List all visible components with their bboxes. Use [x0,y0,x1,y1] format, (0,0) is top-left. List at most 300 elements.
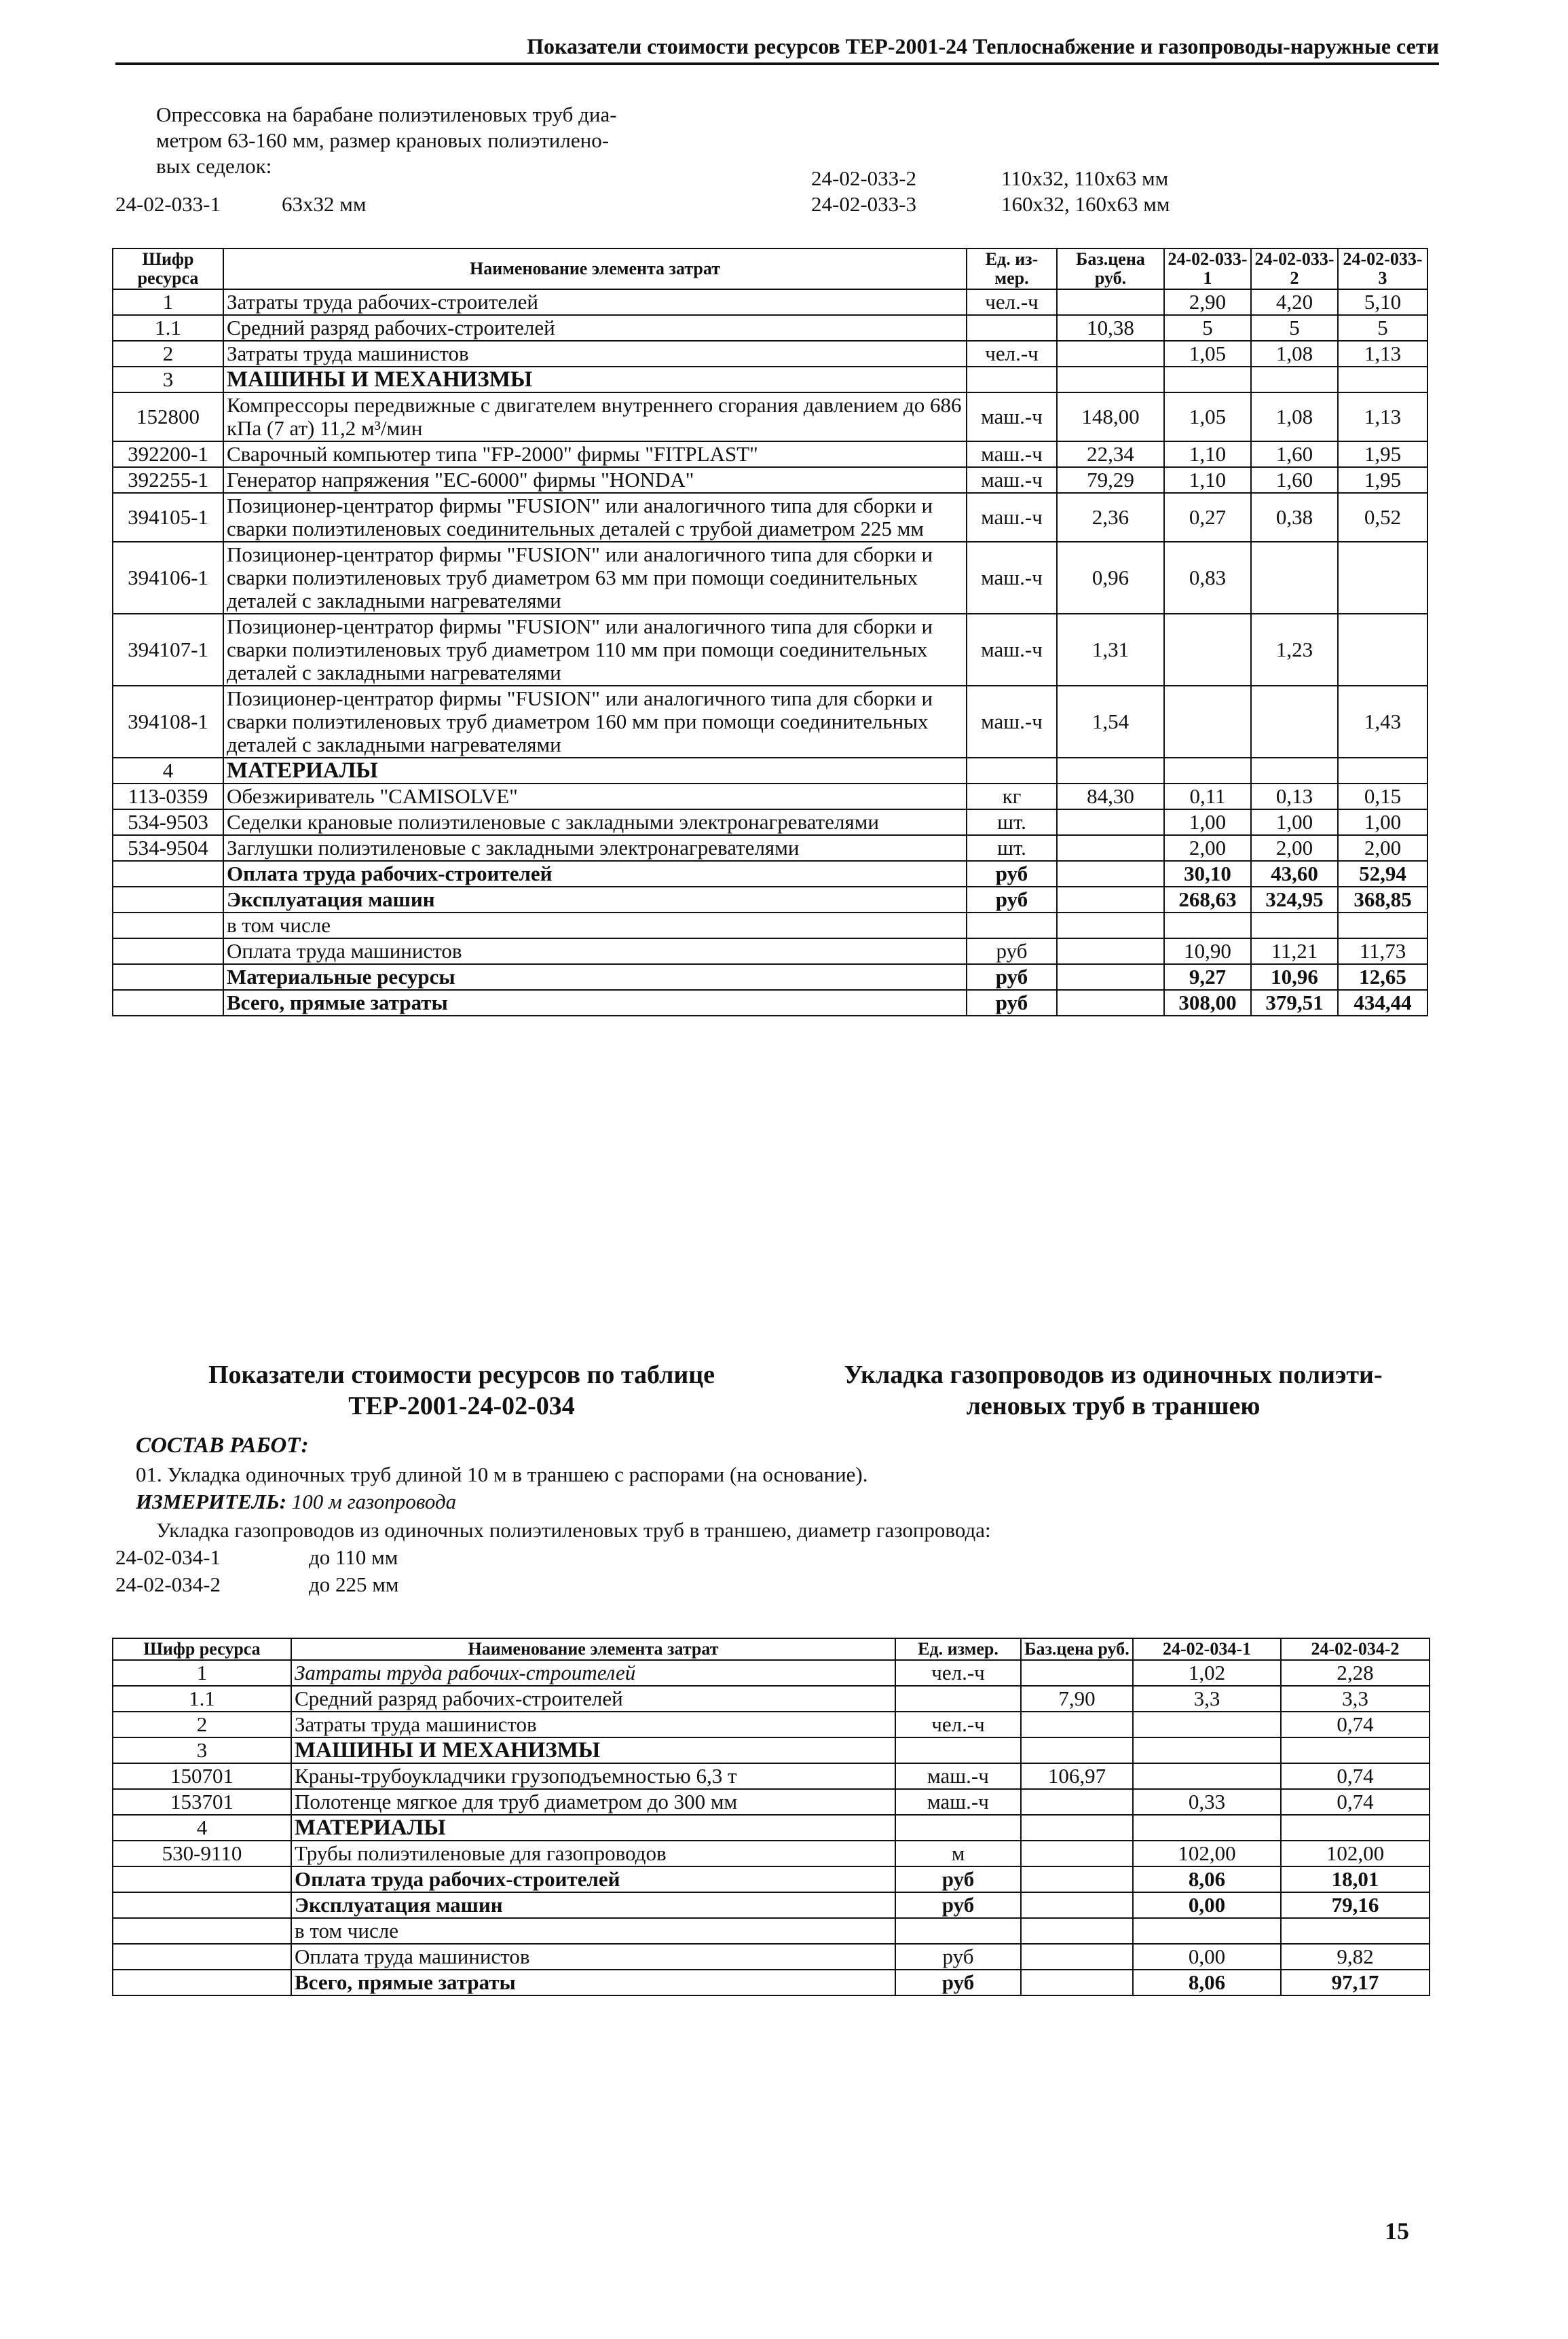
cell-unit: чел.-ч [895,1660,1021,1686]
cell-unit [895,1686,1021,1712]
cell-value-3: 1,00 [1338,809,1427,835]
intro-line: метром 63-160 мм, размер крановых полиэтилено- [156,128,610,152]
cell-code [113,1944,291,1970]
cell-value-3: 52,94 [1338,861,1427,887]
cell-unit: маш.-ч [967,542,1057,614]
cell-value-2: 1,00 [1251,809,1338,835]
cell-value-1 [1133,1737,1281,1763]
cell-unit: м [895,1841,1021,1866]
resource-table-2 [112,1638,1430,1996]
cell-unit: руб [895,1892,1021,1918]
cell-value-1: 0,33 [1133,1789,1281,1815]
cell-name: Материальные ресурсы [223,964,967,990]
intro-line: Опрессовка на барабане полиэтиленовых труб диа- [156,103,617,126]
col-header-v3: 24-02-033-3 [1338,248,1427,289]
cell-code [113,964,223,990]
cell-unit [967,367,1057,392]
cell-price: 79,29 [1057,467,1164,493]
cell-price [1021,1660,1133,1686]
table-header-row [113,1638,1430,1660]
variant-size: 63x32 мм [282,192,367,216]
cell-price [1021,1918,1133,1944]
cell-value-2: 324,95 [1251,887,1338,913]
cell-value-2: 2,28 [1281,1660,1430,1686]
cell-price [1021,1789,1133,1815]
variant-size: 110x32, 110x63 мм [1001,166,1169,190]
col-header-unit: Ед. измер. [895,1638,1021,1660]
col-header-name: Наименование элемента затрат [291,1638,895,1660]
cell-unit: маш.-ч [895,1763,1021,1789]
table-row [113,990,1427,1016]
col-header-code: Шифр ресурса [113,1638,291,1660]
table-row [113,1866,1430,1892]
cell-code: 534-9504 [113,835,223,861]
cell-price [1057,938,1164,964]
cell-unit: руб [895,1944,1021,1970]
cell-price [1021,1841,1133,1866]
cell-name: Затраты труда рабочих-строителей [223,289,967,315]
table-row [113,289,1427,315]
table-row [113,614,1427,686]
cell-value-1 [1133,1918,1281,1944]
cell-name: Затраты труда машинистов [291,1712,895,1737]
table-row [113,1815,1430,1841]
cell-value-2: 97,17 [1281,1970,1430,1995]
cell-name: Позиционер-центратор фирмы "FUSION" или аналогичного типа для сборки и сварки полиэтиленовых труб диаметром 110 мм при помощи соединительных деталей с закладными нагревателями [223,614,967,686]
cell-price [1057,835,1164,861]
section2-title-right [801,1359,1425,1422]
cell-value-2: 18,01 [1281,1866,1430,1892]
variant-code: 24-02-033-3 [811,192,916,216]
col-header-v2: 24-02-033-2 [1251,248,1338,289]
col-header-code: Шифр ресурса [113,248,223,289]
cell-name: в том числе [223,913,967,938]
cell-price: 7,90 [1021,1686,1133,1712]
cell-name: Заглушки полиэтиленовые с закладными электронагревателями [223,835,967,861]
variant-code: 24-02-033-1 [115,192,221,216]
cell-value-3: 2,00 [1338,835,1427,861]
table-row [113,1841,1430,1866]
cell-value-2: 379,51 [1251,990,1338,1016]
variant-code: 24-02-034-1 [115,1545,221,1569]
cell-name: Средний разряд рабочих-строителей [223,315,967,341]
cell-value-2: 0,74 [1281,1763,1430,1789]
cell-code: 392200-1 [113,441,223,467]
cell-price: 106,97 [1021,1763,1133,1789]
cell-value-1 [1164,913,1251,938]
intro-line: вых седелок: [156,154,272,178]
cell-value-1: 9,27 [1164,964,1251,990]
cell-price [1057,809,1164,835]
cell-value-3: 1,13 [1338,392,1427,441]
cell-value-1: 0,27 [1164,493,1251,542]
cell-value-1: 1,10 [1164,441,1251,467]
title-line: Укладка газопроводов из одиночных полиэти- [844,1361,1383,1389]
title-line: Показатели стоимости ресурсов по таблице [208,1361,715,1389]
cell-unit: шт. [967,835,1057,861]
cell-value-3 [1338,367,1427,392]
cell-name: Трубы полиэтиленовые для газопроводов [291,1841,895,1866]
cell-value-1 [1164,614,1251,686]
cell-unit: маш.-ч [967,493,1057,542]
cell-name: МАШИНЫ И МЕХАНИЗМЫ [223,367,967,392]
table-row [113,1686,1430,1712]
cell-value-2: 43,60 [1251,861,1338,887]
cell-value-1: 8,06 [1133,1866,1281,1892]
cell-code: 4 [113,1815,291,1841]
title-line: леновых труб в траншею [966,1392,1261,1420]
cell-price [1057,990,1164,1016]
col-header-unit: Ед. из-мер. [967,248,1057,289]
cell-price: 22,34 [1057,441,1164,467]
cell-price [1057,861,1164,887]
variant-size: до 110 мм [309,1545,398,1569]
cell-name: Эксплуатация машин [291,1892,895,1918]
cell-unit: руб [967,861,1057,887]
cell-value-1: 8,06 [1133,1970,1281,1995]
table-row [113,1892,1430,1918]
table-row [113,758,1427,784]
cell-name: Краны-трубоукладчики грузоподъемностью 6,3 т [291,1763,895,1789]
col-header-v2: 24-02-034-2 [1281,1638,1430,1660]
table-row [113,392,1427,441]
cell-value-3: 11,73 [1338,938,1427,964]
cell-value-1 [1164,367,1251,392]
cell-code [113,990,223,1016]
cell-value-2: 10,96 [1251,964,1338,990]
table-row [113,938,1427,964]
cell-price [1057,758,1164,784]
cell-value-2: 5 [1251,315,1338,341]
cell-name: Средний разряд рабочих-строителей [291,1686,895,1712]
cell-name: Затраты труда рабочих-строителей [291,1660,895,1686]
cell-value-3 [1338,913,1427,938]
cell-value-1: 0,00 [1133,1944,1281,1970]
cell-value-2 [1281,1815,1430,1841]
cell-price [1021,1944,1133,1970]
cell-value-1 [1133,1712,1281,1737]
cell-name: Седелки крановые полиэтиленовые с закладными электронагревателями [223,809,967,835]
cell-name: МАТЕРИАЛЫ [223,758,967,784]
cell-value-1: 5 [1164,315,1251,341]
variant-size: 160x32, 160x63 мм [1001,192,1170,216]
cell-code: 150701 [113,1763,291,1789]
cell-code: 394105-1 [113,493,223,542]
cell-unit: маш.-ч [895,1789,1021,1815]
cell-name: Позиционер-центратор фирмы "FUSION" или аналогичного типа для сборки и сварки полиэтиленовых соединительных деталей с трубой диаметром 225 мм [223,493,967,542]
table-row [113,835,1427,861]
cell-code: 2 [113,1712,291,1737]
cell-unit [967,315,1057,341]
table-row [113,686,1427,758]
cell-name: Полотенце мягкое для труб диаметром до 300 мм [291,1789,895,1815]
cell-unit: кг [967,784,1057,809]
table-row [113,1660,1430,1686]
cell-value-3: 0,52 [1338,493,1427,542]
col-header-price: Баз.цена руб. [1057,248,1164,289]
cell-code [113,1918,291,1944]
cell-price [1057,367,1164,392]
cell-value-3: 12,65 [1338,964,1427,990]
cell-value-2 [1251,758,1338,784]
cell-value-2: 79,16 [1281,1892,1430,1918]
cell-code [113,1866,291,1892]
table-row [113,493,1427,542]
cell-value-1: 1,05 [1164,392,1251,441]
cell-value-1: 1,10 [1164,467,1251,493]
cell-value-3: 368,85 [1338,887,1427,913]
cell-unit: руб [967,964,1057,990]
table-row [113,315,1427,341]
cell-name: Компрессоры передвижные с двигателем внутреннего сгорания давлением до 686 кПа (7 ат) 11,2 м³/мин [223,392,967,441]
cell-value-2: 0,38 [1251,493,1338,542]
cell-unit [967,758,1057,784]
cell-value-1: 2,00 [1164,835,1251,861]
cell-price: 84,30 [1057,784,1164,809]
cell-value-2: 0,74 [1281,1789,1430,1815]
cell-value-1: 1,05 [1164,341,1251,367]
table-row [113,809,1427,835]
cell-price [1057,913,1164,938]
table-header-row [113,248,1427,289]
composition-label: СОСТАВ РАБОТ: [136,1433,309,1458]
cell-value-2: 9,82 [1281,1944,1430,1970]
cell-code: 394106-1 [113,542,223,614]
cell-value-2: 1,08 [1251,392,1338,441]
title-line: ТЕР-2001-24-02-034 [348,1392,575,1420]
cell-value-3: 1,95 [1338,467,1427,493]
cell-unit: чел.-ч [895,1712,1021,1737]
cell-value-3: 5 [1338,315,1427,341]
cell-price [1057,289,1164,315]
cell-unit [895,1737,1021,1763]
cell-price [1021,1866,1133,1892]
cell-name: Всего, прямые затраты [223,990,967,1016]
table-row [113,1970,1430,1995]
cell-value-3: 0,15 [1338,784,1427,809]
cell-unit: руб [967,990,1057,1016]
cell-value-2 [1251,686,1338,758]
cell-code [113,1970,291,1995]
cell-value-3 [1338,758,1427,784]
table-row [113,861,1427,887]
col-header-name: Наименование элемента затрат [223,248,967,289]
table-row [113,913,1427,938]
cell-value-1 [1164,758,1251,784]
variant-code: 24-02-034-2 [115,1572,221,1596]
cell-code: 1 [113,1660,291,1686]
cell-name: Оплата труда рабочих-строителей [291,1866,895,1892]
cell-name: Оплата труда машинистов [223,938,967,964]
cell-unit: руб [895,1970,1021,1995]
cell-name: Эксплуатация машин [223,887,967,913]
cell-value-2: 1,23 [1251,614,1338,686]
variant-code: 24-02-033-2 [811,166,916,190]
cell-price [1021,1712,1133,1737]
cell-code: 4 [113,758,223,784]
cell-value-2 [1251,367,1338,392]
cell-name: Оплата труда рабочих-строителей [223,861,967,887]
cell-name: Всего, прямые затраты [291,1970,895,1995]
cell-name: Позиционер-центратор фирмы "FUSION" или аналогичного типа для сборки и сварки полиэтиленовых труб диаметром 63 мм при помощи соединительных деталей с закладными нагревателями [223,542,967,614]
cell-name: Затраты труда машинистов [223,341,967,367]
cell-unit: маш.-ч [967,614,1057,686]
table-row [113,1737,1430,1763]
cell-name: Обезжириватель "CAMISOLVE" [223,784,967,809]
cell-value-3: 434,44 [1338,990,1427,1016]
table-row [113,1944,1430,1970]
table-row [113,467,1427,493]
cell-code [113,938,223,964]
cell-name: Сварочный компьютер типа "FP-2000" фирмы "FITPLAST" [223,441,967,467]
cell-value-2: 11,21 [1251,938,1338,964]
cell-value-1: 0,11 [1164,784,1251,809]
cell-code: 530-9110 [113,1841,291,1866]
table-row [113,1918,1430,1944]
col-header-v1: 24-02-033-1 [1164,248,1251,289]
cell-value-2: 2,00 [1251,835,1338,861]
cell-price: 10,38 [1057,315,1164,341]
cell-price: 1,54 [1057,686,1164,758]
table-row [113,964,1427,990]
cell-price: 1,31 [1057,614,1164,686]
cell-unit: маш.-ч [967,392,1057,441]
cell-code: 2 [113,341,223,367]
col-header-price: Баз.цена руб. [1021,1638,1133,1660]
table-row [113,341,1427,367]
cell-unit [895,1918,1021,1944]
cell-value-2: 102,00 [1281,1841,1430,1866]
cell-code: 392255-1 [113,467,223,493]
cell-price: 0,96 [1057,542,1164,614]
cell-value-2: 1,60 [1251,467,1338,493]
cell-unit: чел.-ч [967,289,1057,315]
page-number: 15 [1385,2217,1409,2245]
cell-value-2: 1,08 [1251,341,1338,367]
cell-value-2 [1281,1737,1430,1763]
cell-name: в том числе [291,1918,895,1944]
cell-code: 394107-1 [113,614,223,686]
section1-intro [156,102,617,179]
cell-value-2 [1251,913,1338,938]
cell-code: 394108-1 [113,686,223,758]
cell-name: МАШИНЫ И МЕХАНИЗМЫ [291,1737,895,1763]
cell-code: 153701 [113,1789,291,1815]
cell-value-3: 1,13 [1338,341,1427,367]
cell-value-1: 30,10 [1164,861,1251,887]
meter-line [136,1489,456,1515]
cell-name: Позиционер-центратор фирмы "FUSION" или аналогичного типа для сборки и сварки полиэтиленовых труб диаметром 160 мм при помощи соединительных деталей с закладными нагревателями [223,686,967,758]
header-rule [115,62,1439,65]
meter-value: 100 м газопровода [291,1490,457,1513]
table-row [113,367,1427,392]
cell-price [1021,1737,1133,1763]
cell-price: 2,36 [1057,493,1164,542]
cell-value-3 [1338,614,1427,686]
cell-unit: чел.-ч [967,341,1057,367]
cell-value-1 [1133,1815,1281,1841]
cell-code [113,861,223,887]
cell-price [1057,964,1164,990]
cell-unit: маш.-ч [967,441,1057,467]
cell-code [113,913,223,938]
cell-name: Генератор напряжения "EC-6000" фирмы "HONDA" [223,467,967,493]
cell-unit: руб [895,1866,1021,1892]
cell-value-1: 268,63 [1164,887,1251,913]
cell-name: МАТЕРИАЛЫ [291,1815,895,1841]
cell-code: 3 [113,1737,291,1763]
page-header: Показатели стоимости ресурсов ТЕР-2001-24 Теплоснабжение и газопроводы-наружные сети [527,34,1439,58]
table-row [113,1763,1430,1789]
cell-value-3: 1,95 [1338,441,1427,467]
cell-value-2: 0,74 [1281,1712,1430,1737]
cell-unit [967,913,1057,938]
cell-code: 3 [113,367,223,392]
cell-unit: руб [967,938,1057,964]
cell-value-1: 3,3 [1133,1686,1281,1712]
cell-name: Оплата труда машинистов [291,1944,895,1970]
table-row [113,542,1427,614]
cell-unit: маш.-ч [967,686,1057,758]
cell-value-2 [1251,542,1338,614]
cell-value-3: 5,10 [1338,289,1427,315]
cell-value-2: 4,20 [1251,289,1338,315]
table-row [113,1712,1430,1737]
cell-value-1: 308,00 [1164,990,1251,1016]
cell-value-1: 102,00 [1133,1841,1281,1866]
cell-unit: руб [967,887,1057,913]
table-row [113,1789,1430,1815]
cell-value-1: 1,00 [1164,809,1251,835]
cell-price: 148,00 [1057,392,1164,441]
cell-value-2: 0,13 [1251,784,1338,809]
cell-code: 113-0359 [113,784,223,809]
cell-value-1: 0,00 [1133,1892,1281,1918]
cell-unit [895,1815,1021,1841]
cell-price [1021,1970,1133,1995]
cell-code: 152800 [113,392,223,441]
cell-unit: шт. [967,809,1057,835]
cell-value-1: 2,90 [1164,289,1251,315]
resource-table-1 [112,248,1428,1016]
col-header-v1: 24-02-034-1 [1133,1638,1281,1660]
cell-code [113,887,223,913]
table-row [113,441,1427,467]
cell-value-1: 1,02 [1133,1660,1281,1686]
cell-code: 534-9503 [113,809,223,835]
cell-value-3 [1338,542,1427,614]
cell-value-3: 1,43 [1338,686,1427,758]
cell-value-1 [1133,1763,1281,1789]
cell-price [1057,341,1164,367]
cell-price [1057,887,1164,913]
cell-code [113,1892,291,1918]
cell-value-2: 1,60 [1251,441,1338,467]
cell-value-1 [1164,686,1251,758]
meter-label: ИЗМЕРИТЕЛЬ: [136,1490,287,1513]
cell-code: 1.1 [113,315,223,341]
cell-value-2: 3,3 [1281,1686,1430,1712]
section2-description: Укладка газопроводов из одиночных полиэтиленовых труб в траншею, диаметр газопровода: [156,1518,991,1542]
cell-value-2 [1281,1918,1430,1944]
table-row [113,887,1427,913]
section2-title-left [143,1359,781,1422]
cell-unit: маш.-ч [967,467,1057,493]
cell-value-1: 10,90 [1164,938,1251,964]
cell-price [1021,1815,1133,1841]
composition-item: 01. Укладка одиночных труб длиной 10 м в траншею с распорами (на основание). [136,1462,868,1486]
variant-size: до 225 мм [309,1572,399,1596]
